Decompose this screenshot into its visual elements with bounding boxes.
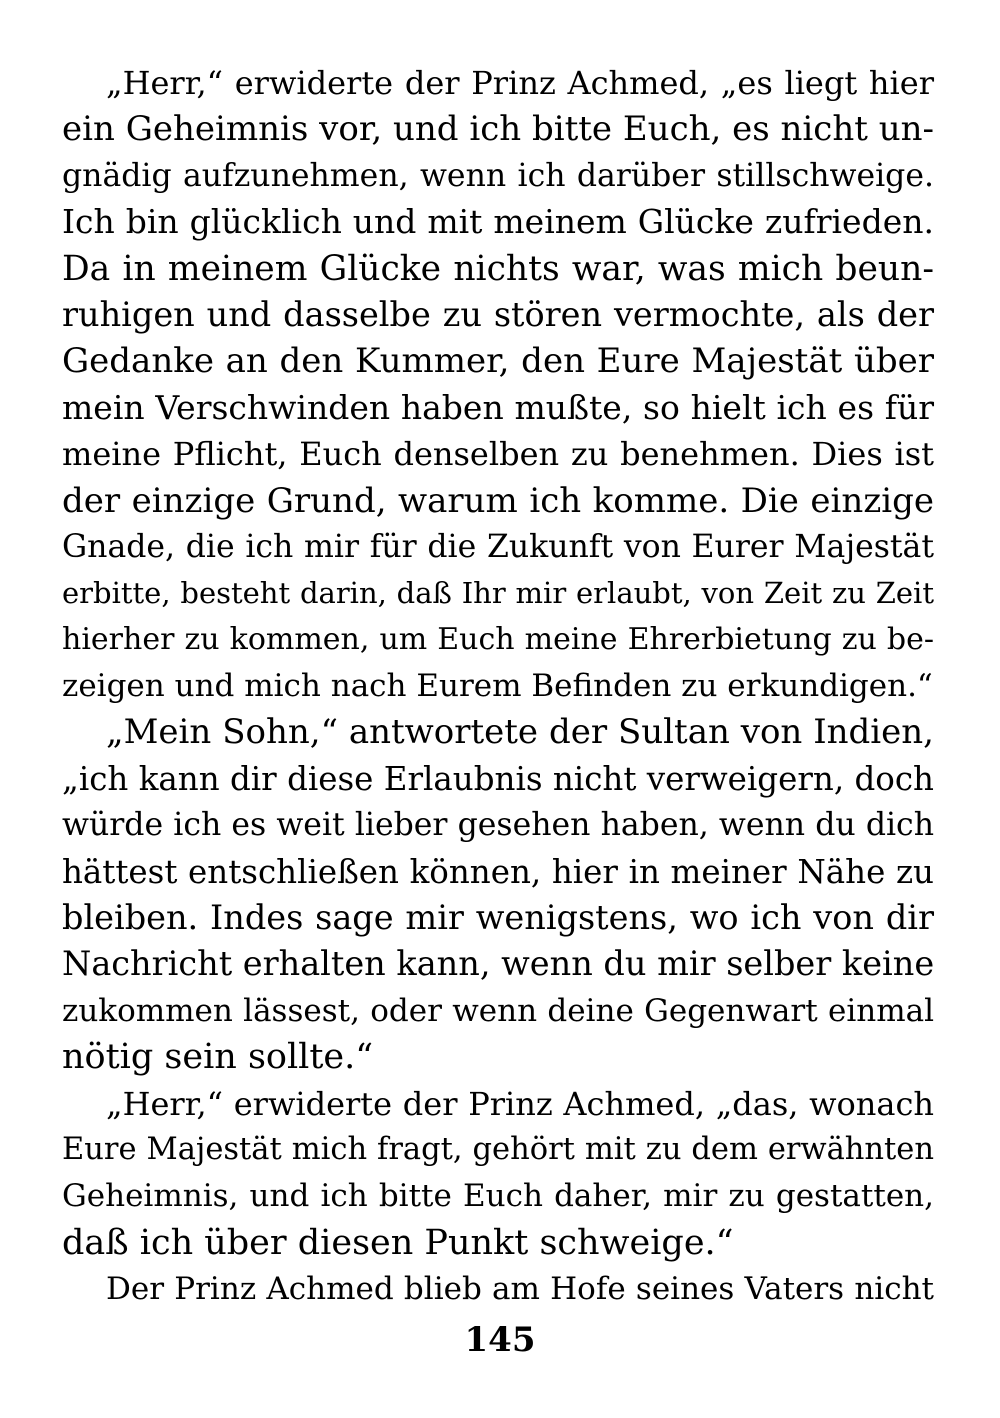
- text-line: würde ich es weit lieber gesehen haben, wenn du dich: [62, 807, 934, 844]
- text-line: Gnade, die ich mir für die Zukunft von Eurer Majestät: [62, 528, 934, 565]
- text-line: „Mein Sohn,“ antwortete der Sultan von Indien,: [106, 712, 934, 753]
- text-line: zukommen lässest, oder wenn deine Gegenwart einmal: [62, 992, 934, 1029]
- text-line: daß ich über diesen Punkt schweige.“: [62, 1222, 734, 1263]
- text-line: Da in meinem Glücke nichts war, was mich beun-: [62, 248, 934, 289]
- page-number: 145: [464, 1320, 536, 1360]
- text-line: hierher zu kommen, um Euch meine Ehrerbietung zu be-: [62, 621, 934, 657]
- text-line: gnädig aufzunehmen, wenn ich darüber stillschweige.: [62, 157, 934, 194]
- text-line: „Herr,“ erwiderte der Prinz Achmed, „es liegt hier: [106, 64, 934, 102]
- text-block: [62, 60, 934, 1313]
- text-line: ruhigen und dasselbe zu stören vermochte, als der: [62, 294, 934, 334]
- text-line: ein Geheimnis vor, und ich bitte Euch, es nicht un-: [62, 109, 934, 150]
- text-line: Eure Majestät mich fragt, gehört mit zu dem erwähnten: [62, 1131, 934, 1167]
- text-line: nötig sein sollte.“: [62, 1037, 374, 1078]
- text-line: Gedanke an den Kummer, den Eure Majestät über: [62, 341, 934, 382]
- text-line: erbitte, besteht darin, daß Ihr mir erlaubt, von Zeit zu Zeit: [62, 576, 934, 611]
- text-line: „Herr,“ erwiderte der Prinz Achmed, „das, wonach: [106, 1084, 934, 1123]
- text-line: zeigen und mich nach Eurem Befinden zu erkundigen.“: [62, 668, 933, 705]
- text-line: Nachricht erhalten kann, wenn du mir selber keine: [62, 944, 935, 984]
- text-line: hättest entschließen können, hier in meiner Nähe zu: [62, 852, 934, 891]
- page-body: [62, 60, 934, 1380]
- text-line: meine Pflicht, Euch denselben zu benehmen. Dies ist: [62, 435, 934, 474]
- text-line: „ich kann dir diese Erlaubnis nicht verweigern, doch: [62, 759, 934, 798]
- text-line: Der Prinz Achmed blieb am Hofe seines Vaters nicht: [106, 1271, 934, 1308]
- text-line: mein Verschwinden haben mußte, so hielt ich es für: [62, 387, 934, 427]
- text-line: bleiben. Indes sage mir wenigstens, wo ich von dir: [62, 898, 934, 938]
- text-line: der einzige Grund, warum ich komme. Die einzige: [62, 480, 934, 521]
- text-line: Geheimnis, und ich bitte Euch daher, mir zu gestatten,: [62, 1178, 934, 1215]
- text-line: Ich bin glücklich und mit meinem Glücke zufrieden.: [62, 202, 934, 242]
